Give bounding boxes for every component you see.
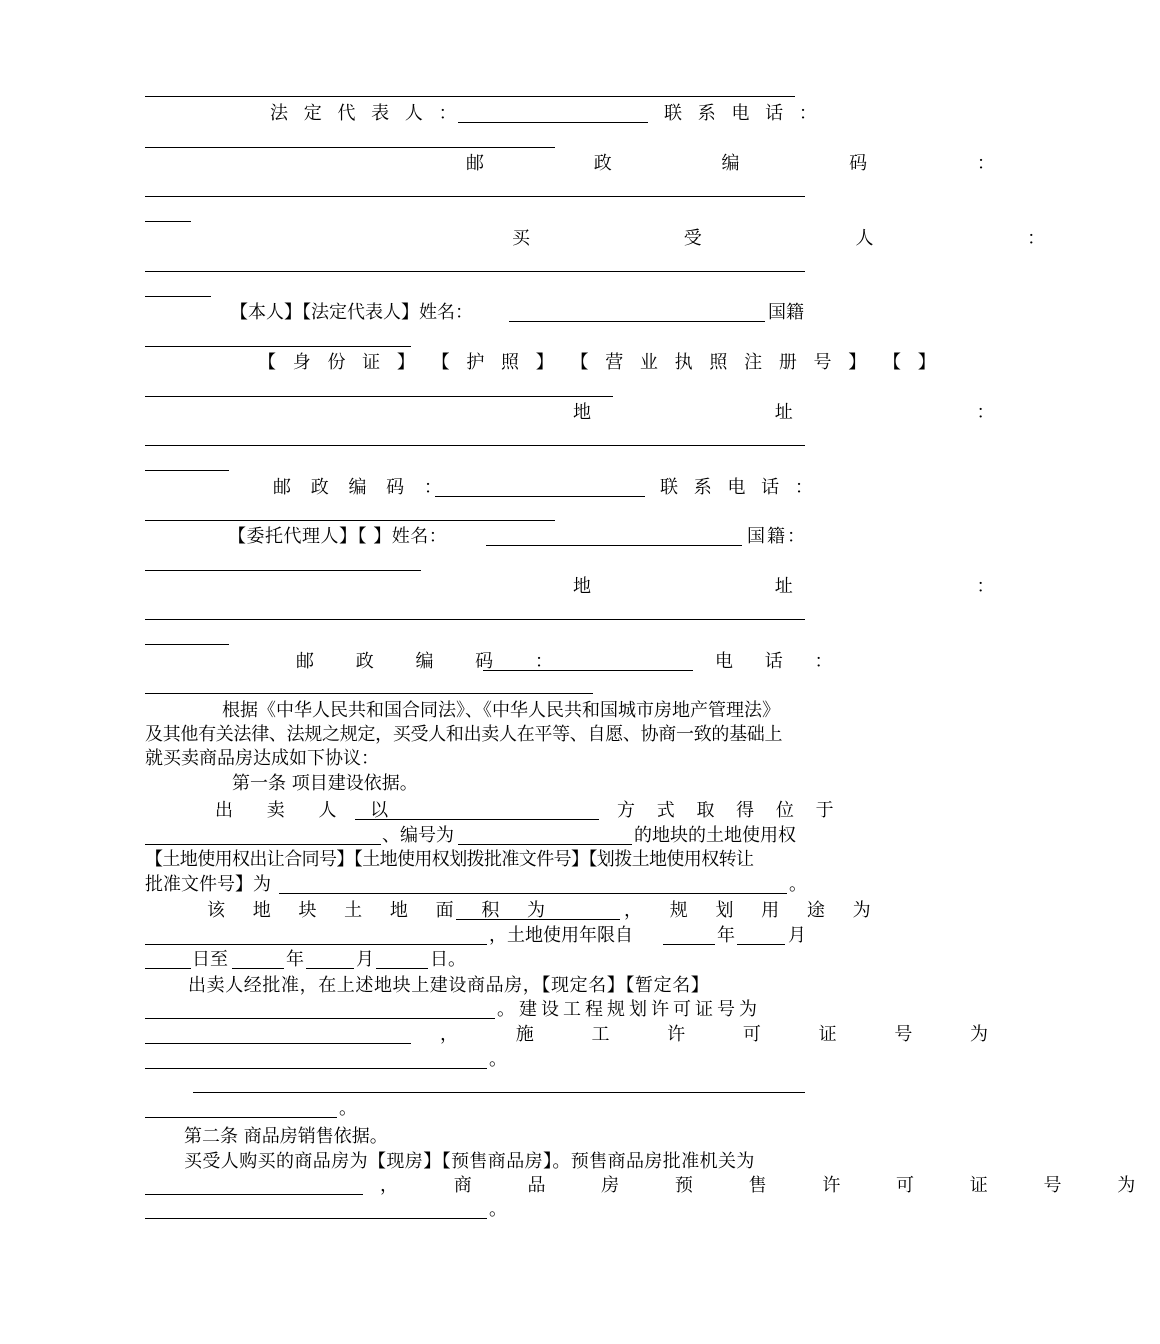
a1-extra-field-cont[interactable] <box>145 1117 337 1118</box>
buyer-nationality-label: 国籍 <box>768 302 804 323</box>
a1-p2-b: ， 规 划 用 途 为 <box>624 900 882 921</box>
seller-phone-field[interactable] <box>145 147 555 148</box>
agent-postcode-field[interactable] <box>483 670 693 671</box>
a1-p2-a: 该 地 块 土 地 面 积 为 <box>207 900 557 921</box>
article-1-title: 第一条 项目建设依据。 <box>232 773 418 794</box>
a1-p3-a: 出卖人经批准，在上述地块上建设商品房，【现定名】【暂定名】 <box>188 975 710 996</box>
seller-postcode-label: 邮 政 编 码 ： <box>466 153 1047 174</box>
agent-address-label: 地 址 ： <box>573 576 1084 597</box>
a1-p2-d: 年 <box>717 925 735 946</box>
article-2-title: 第二条 商品房销售依据。 <box>184 1126 388 1147</box>
a1-start-year-field[interactable] <box>663 944 715 945</box>
seller-postcode-field-cont[interactable] <box>145 221 191 222</box>
buyer-postcode-label: 邮 政 编 码 ： <box>273 477 449 498</box>
buyer-nationality-field[interactable] <box>145 346 411 347</box>
a1-plot-number-field[interactable] <box>458 844 632 845</box>
a1-start-day-field[interactable] <box>145 968 191 969</box>
a2-approval-authority-field[interactable] <box>145 1194 363 1195</box>
a1-p2-i: 日。 <box>430 949 466 970</box>
buyer-address-label: 地 址 ： <box>573 402 1084 423</box>
a1-p3-d: 。 <box>489 1049 507 1070</box>
buyer-id-types: 【 身 份 证 】 【 护 照 】 【 营 业 执 照 注 册 号 】 【 】 <box>258 352 942 373</box>
agent-nationality-field[interactable] <box>145 570 421 571</box>
a1-land-area-field[interactable] <box>456 919 620 920</box>
preamble-line-3: 就买卖商品房达成如下协议： <box>145 748 379 769</box>
a1-p2-g: 年 <box>286 949 304 970</box>
buyer-phone-label: 联 系 电 话 ： <box>660 477 818 498</box>
a1-start-month-field[interactable] <box>737 944 785 945</box>
buyer-title: 买 受 人 ： <box>512 228 1120 249</box>
a1-p1-c: 、编号为 <box>382 825 454 846</box>
preamble-line-2: 及其他有关法律、法规之规定，买受人和出卖人在平等、自愿、协商一致的基础上 <box>145 724 783 745</box>
a2-p1-a: 买受人购买的商品房为【现房】【预售商品房】。预售商品房批准机关为 <box>184 1151 755 1172</box>
agent-address-field-cont[interactable] <box>145 644 229 645</box>
a1-p2-f: 日至 <box>192 949 228 970</box>
a1-p1-b: 方 式 取 得 位 于 <box>617 800 842 821</box>
a1-p1-e: 【土地使用权出让合同号】【土地使用权划拨批准文件号】【划拨土地使用权转让 <box>145 849 754 870</box>
a1-end-year-field[interactable] <box>232 968 284 969</box>
a2-presale-permit-field[interactable] <box>145 1218 487 1219</box>
top-rule <box>145 96 795 97</box>
a1-project-name-field[interactable] <box>145 1018 495 1019</box>
a1-p3-b: 。建设工程规划许可证号为 <box>497 999 761 1020</box>
a1-document-number-field[interactable] <box>279 893 787 894</box>
a1-extra-field[interactable] <box>193 1092 805 1093</box>
seller-legal-rep-field[interactable] <box>458 122 648 123</box>
agent-phone-field[interactable] <box>145 693 593 694</box>
agent-address-field[interactable] <box>145 619 805 620</box>
buyer-name-field[interactable] <box>509 321 765 322</box>
agent-name-label: 【委托代理人】【 】姓名： <box>228 526 448 547</box>
agent-postcode-label: 邮 政 编 码 ： <box>296 651 571 672</box>
buyer-phone-field[interactable] <box>145 520 555 521</box>
seller-postcode-field[interactable] <box>145 196 805 197</box>
a1-p1-d: 的地块的土地使用权 <box>634 825 796 846</box>
a1-acquisition-method-field[interactable] <box>355 819 599 820</box>
a1-planning-permit-field[interactable] <box>145 1043 411 1044</box>
buyer-title-field[interactable] <box>145 271 805 272</box>
a1-p2-e: 月 <box>788 925 806 946</box>
agent-name-field[interactable] <box>486 545 742 546</box>
buyer-address-field-cont[interactable] <box>145 470 229 471</box>
a1-p2-c: ，土地使用年限自 <box>489 925 633 946</box>
buyer-address-field[interactable] <box>145 445 805 446</box>
a1-p1-g: 。 <box>789 874 807 895</box>
buyer-title-field-cont[interactable] <box>145 296 211 297</box>
a1-end-day-field[interactable] <box>376 968 428 969</box>
seller-phone-label: 联 系 电 话 ： <box>664 103 822 124</box>
a1-p3-e: 。 <box>339 1098 357 1119</box>
a1-end-month-field[interactable] <box>306 968 354 969</box>
buyer-id-field[interactable] <box>145 396 613 397</box>
buyer-postcode-field[interactable] <box>435 496 645 497</box>
a1-p2-h: 月 <box>356 949 374 970</box>
a2-p1-b: ， 商 品 房 预 售 许 可 证 号 为 <box>380 1175 1160 1196</box>
a1-p3-c: ， 施 工 许 可 证 号 为 <box>440 1024 1015 1045</box>
a1-p1-f: 批准文件号】为 <box>145 874 271 895</box>
preamble-line-1: 根据《中华人民共和国合同法》、《中华人民共和国城市房地产管理法》 <box>222 700 780 721</box>
a1-p1-a: 出 卖 人 以 <box>215 800 403 821</box>
agent-nationality-label: 国籍： <box>747 526 807 547</box>
a2-p1-c: 。 <box>489 1199 507 1220</box>
a1-land-use-field[interactable] <box>145 944 487 945</box>
buyer-name-label: 【本人】【法定代表人】姓名： <box>230 302 473 323</box>
a1-construction-permit-field[interactable] <box>145 1068 487 1069</box>
agent-phone-label: 电 话 ： <box>715 651 846 672</box>
seller-legal-rep-label: 法 定 代 表 人 ： <box>270 103 462 124</box>
a1-location-field[interactable] <box>145 844 381 845</box>
